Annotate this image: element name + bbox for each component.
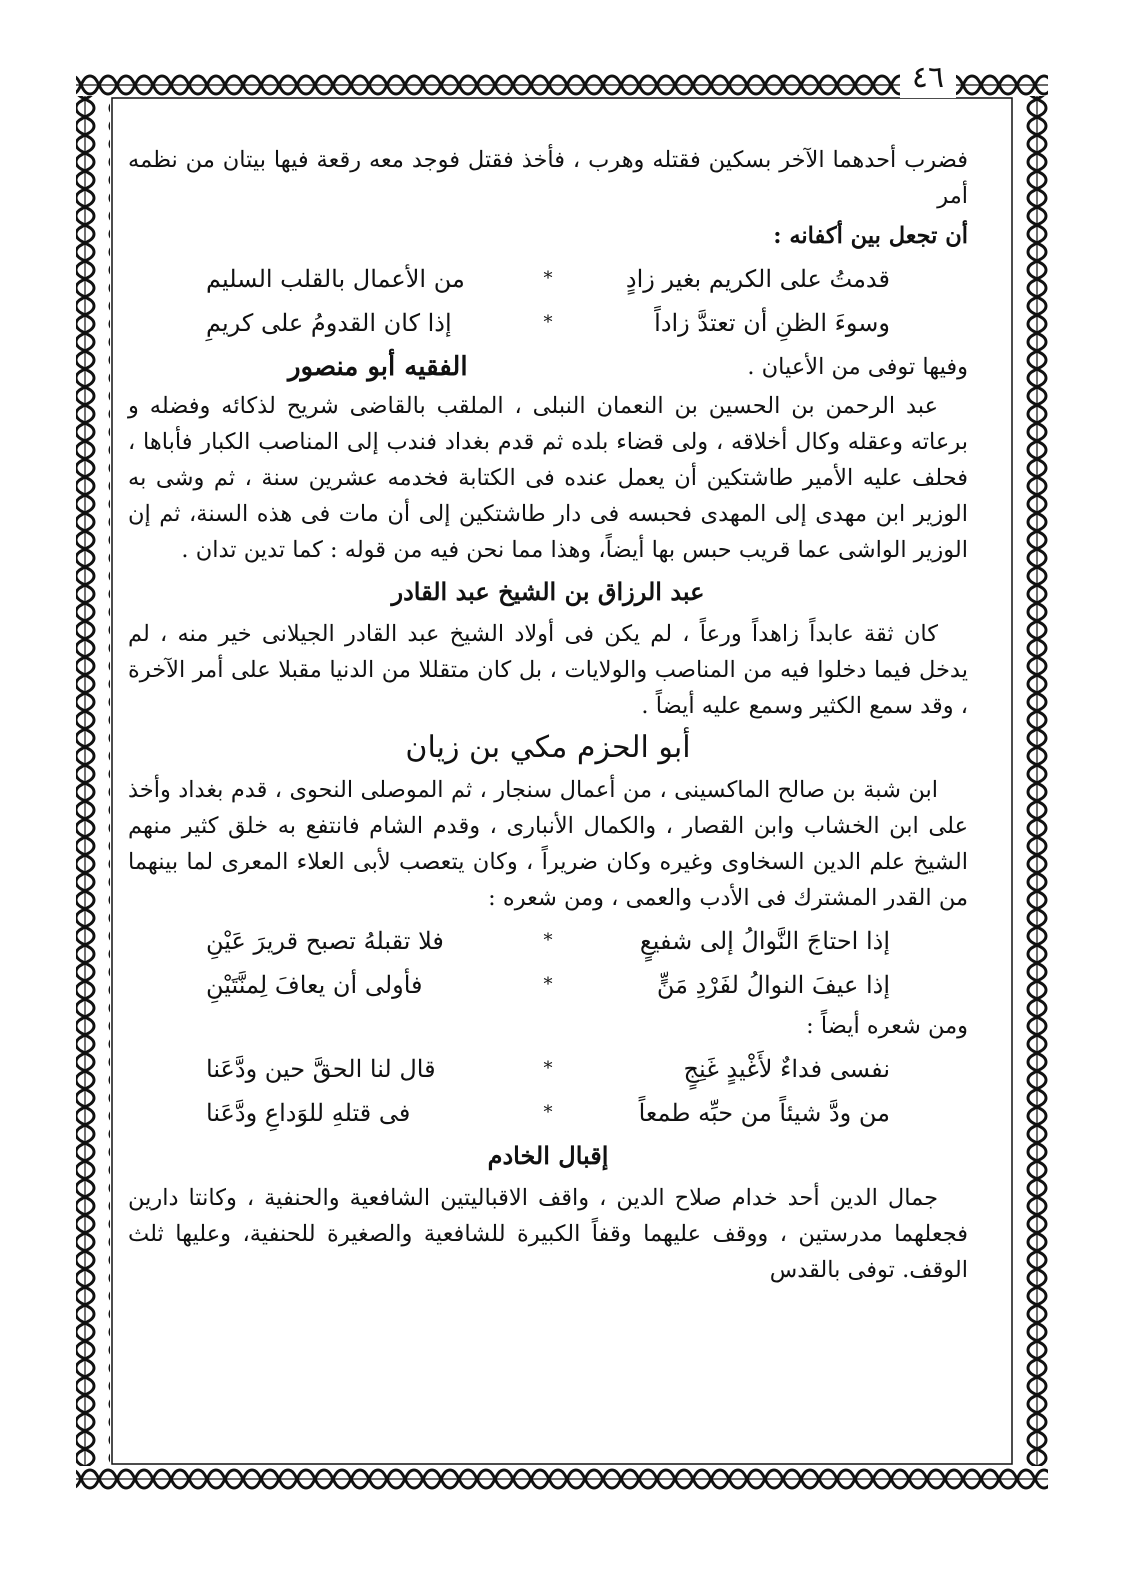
died-line-row: [128, 346, 968, 388]
verse-hemistich: إذا احتاجَ النَّوالُ إلى شفيعٍ: [639, 927, 890, 955]
poem3-verse-2: [128, 1092, 968, 1134]
verse-hemistich: إذا كان القدومُ على كريمِ: [206, 309, 452, 337]
verse-hemistich: نفسى فداءٌ لأَغْيدٍ غَنِجٍ: [683, 1055, 890, 1083]
verse-hemistich: قدمتُ على الكريم بغير زادٍ: [625, 265, 890, 293]
poem1-verse-2: [128, 302, 968, 344]
died-line: وفيها توفى من الأعيان .: [747, 354, 968, 380]
section-heading: أبو الحزم مكي بن زيان: [405, 730, 691, 765]
poem3-verse-1: [128, 1048, 968, 1090]
section-heading: إقبال الخادم: [487, 1141, 609, 1170]
verse-hemistich: وسوءَ الظنِ أن تعتدَّ زاداً: [654, 309, 890, 337]
section-heading: الفقيه أبو منصور: [288, 352, 468, 382]
verse-separator: *: [543, 1058, 553, 1079]
verse-separator: *: [543, 268, 553, 289]
section-heading: عبد الرزاق بن الشيخ عبد القادر: [391, 577, 705, 606]
section-body: كان ثقة عابداً زاهداً ورعاً ، لم يكن فى أولاد الشيخ عبد القادر الجيلانى خير منه ، لم يدخل فيما دخلوا فيه من المناصب والولايات ، بل كان متقللا من الدنيا مقبلا على أمر الآخرة ، وقد سمع الكثير وسمع عليه أيضاً .: [128, 621, 968, 719]
verse-separator: *: [543, 312, 553, 333]
verse-hemistich: إذا عيفَ النوالُ لفَرْدِ مَنٍّ: [656, 971, 890, 999]
poem1-verse-1: [128, 258, 968, 300]
verse-hemistich: فلا تقبلهُ تصبح قريرَ عَيْنِ: [206, 927, 444, 955]
verse-hemistich: فأولى أن يعافَ لِمنَّتَيْنِ: [206, 971, 423, 999]
verse-hemistich: فى قتلهِ للوَداعِ ودَّعَنا: [206, 1099, 411, 1127]
intro-line-2: أن تجعل بين أكفانه :: [773, 223, 968, 249]
section-body: جمال الدين أحد خدام صلاح الدين ، واقف الاقباليتين الشافعية والحنفية ، وكانتا دارين فجعلهما مدرستين ، ووقف عليهما وقفاً الكبيرة للشافعية والصغيرة للحنفية، وعليها ثلث الوقف. توفى بالقدس: [128, 1185, 968, 1283]
verse-hemistich: من ودَّ شيئاً من حبِّه طمعاً: [638, 1099, 890, 1127]
poem2-verse-1: [128, 920, 968, 962]
verse-separator: *: [543, 930, 553, 951]
page-number: ٤٦: [900, 58, 956, 98]
section-body: عبد الرحمن بن الحسين بن النعمان النبلى ، الملقب بالقاضى شريح لذكائه وفضله و برعاته وعقله وكال أخلاقه ، ولى قضاء بلده ثم قدم بغداد فندب إلى المناصب الكبار فأباها ، فحلف عليه الأمير طاشتكين أن يعمل عنده فى الكتابة فخدمه عشرين سنة ، ثم وشى به الوزير ابن مهدى إلى المهدى فحبسه فى دار طاشتكين إلى أن مات فى هذه السنة، ثم إن الوزير الواشى عما قريب حبس بها أيضاً، وهذا مما نحن فيه من قوله : كما تدين تدان .: [128, 393, 968, 563]
also-line: ومن شعره أيضاً :: [806, 1013, 968, 1039]
poem2-verse-2: [128, 964, 968, 1006]
verse-separator: *: [543, 1102, 553, 1123]
section-body: ابن شبة بن صالح الماكسينى ، من أعمال سنجار ، ثم الموصلى النحوى ، قدم بغداد وأخذ على ابن الخشاب وابن القصار ، والكمال الأنبارى ، وقدم الشام فانتفع به خلق كثير منهم الشيخ علم الدين السخاوى وغيره وكان ضريراً ، وكان يتعصب لأبى العلاء المعرى لما بينهما من القدر المشترك فى الأدب والعمى ، ومن شعره :: [128, 777, 968, 911]
page-content: [128, 142, 968, 1452]
verse-separator: *: [543, 974, 553, 995]
verse-hemistich: من الأعمال بالقلب السليم: [206, 265, 465, 293]
intro-line-1: فضرب أحدهما الآخر بسكين فقتله وهرب ، فأخذ فقتل فوجد معه رقعة فيها بيتان من نظمه أمر: [128, 147, 968, 209]
verse-hemistich: قال لنا الحقَّ حين ودَّعَنا: [206, 1055, 436, 1083]
